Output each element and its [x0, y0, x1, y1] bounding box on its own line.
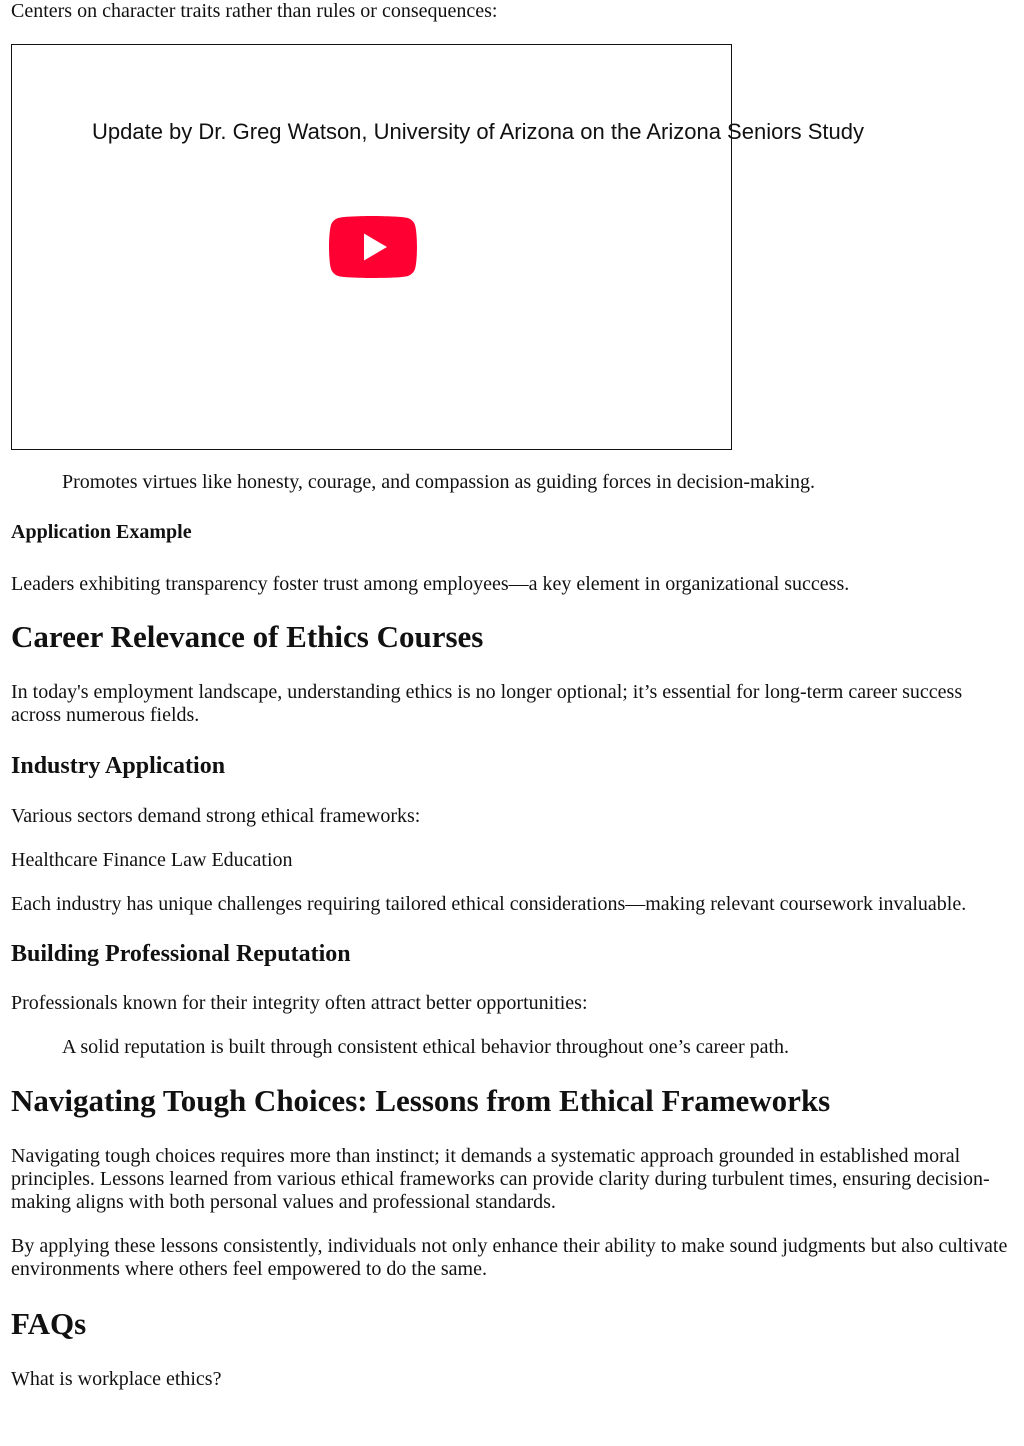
industry-lead: Various sectors demand strong ethical frameworks:: [11, 805, 421, 827]
video-embed[interactable]: [11, 44, 865, 450]
industry-sectors: Healthcare Finance Law Education: [11, 849, 293, 871]
career-intro: In today's employment landscape, understanding ethics is no longer optional; it’s essential for long-term career success across numerous fields.: [11, 681, 963, 726]
application-example-text: Leaders exhibiting transparency foster trust among employees—a key element in organizational success.: [11, 573, 850, 595]
reputation-lead: Professionals known for their integrity often attract better opportunities:: [11, 992, 588, 1014]
industry-heading: Industry Application: [11, 753, 226, 779]
navigating-para-1: Navigating tough choices requires more than instinct; it demands a systematic approach grounded in established moral principles. Lessons learned from various ethical frameworks can provide clarity during turbulent times, ensuring decision-making aligns with both personal values and professional standards.: [11, 1145, 990, 1213]
navigating-para-2: By applying these lessons consistently, individuals not only enhance their ability to make sound judgments but also cultivate environments where others feel empowered to do the same.: [11, 1235, 1008, 1280]
reputation-heading: Building Professional Reputation: [11, 941, 351, 967]
application-example-heading: Application Example: [11, 521, 192, 543]
reputation-quote: A solid reputation is built through consistent ethical behavior throughout one’s career path.: [62, 1036, 790, 1058]
youtube-play-icon[interactable]: [329, 216, 417, 278]
virtue-text: Promotes virtues like honesty, courage, and compassion as guiding forces in decision-making.: [62, 471, 815, 493]
intro-text: Centers on character traits rather than rules or consequences:: [11, 0, 498, 22]
faqs-heading: FAQs: [11, 1306, 87, 1341]
career-heading: Career Relevance of Ethics Courses: [11, 619, 484, 654]
navigating-heading: Navigating Tough Choices: Lessons from Ethical Frameworks: [11, 1083, 831, 1118]
faq-question[interactable]: What is workplace ethics?: [11, 1368, 222, 1390]
video-title[interactable]: Update by Dr. Greg Watson, University of Arizona on the Arizona Seniors Study: [92, 119, 865, 144]
industry-closing: Each industry has unique challenges requiring tailored ethical considerations—making relevant coursework invaluable.: [11, 893, 967, 915]
